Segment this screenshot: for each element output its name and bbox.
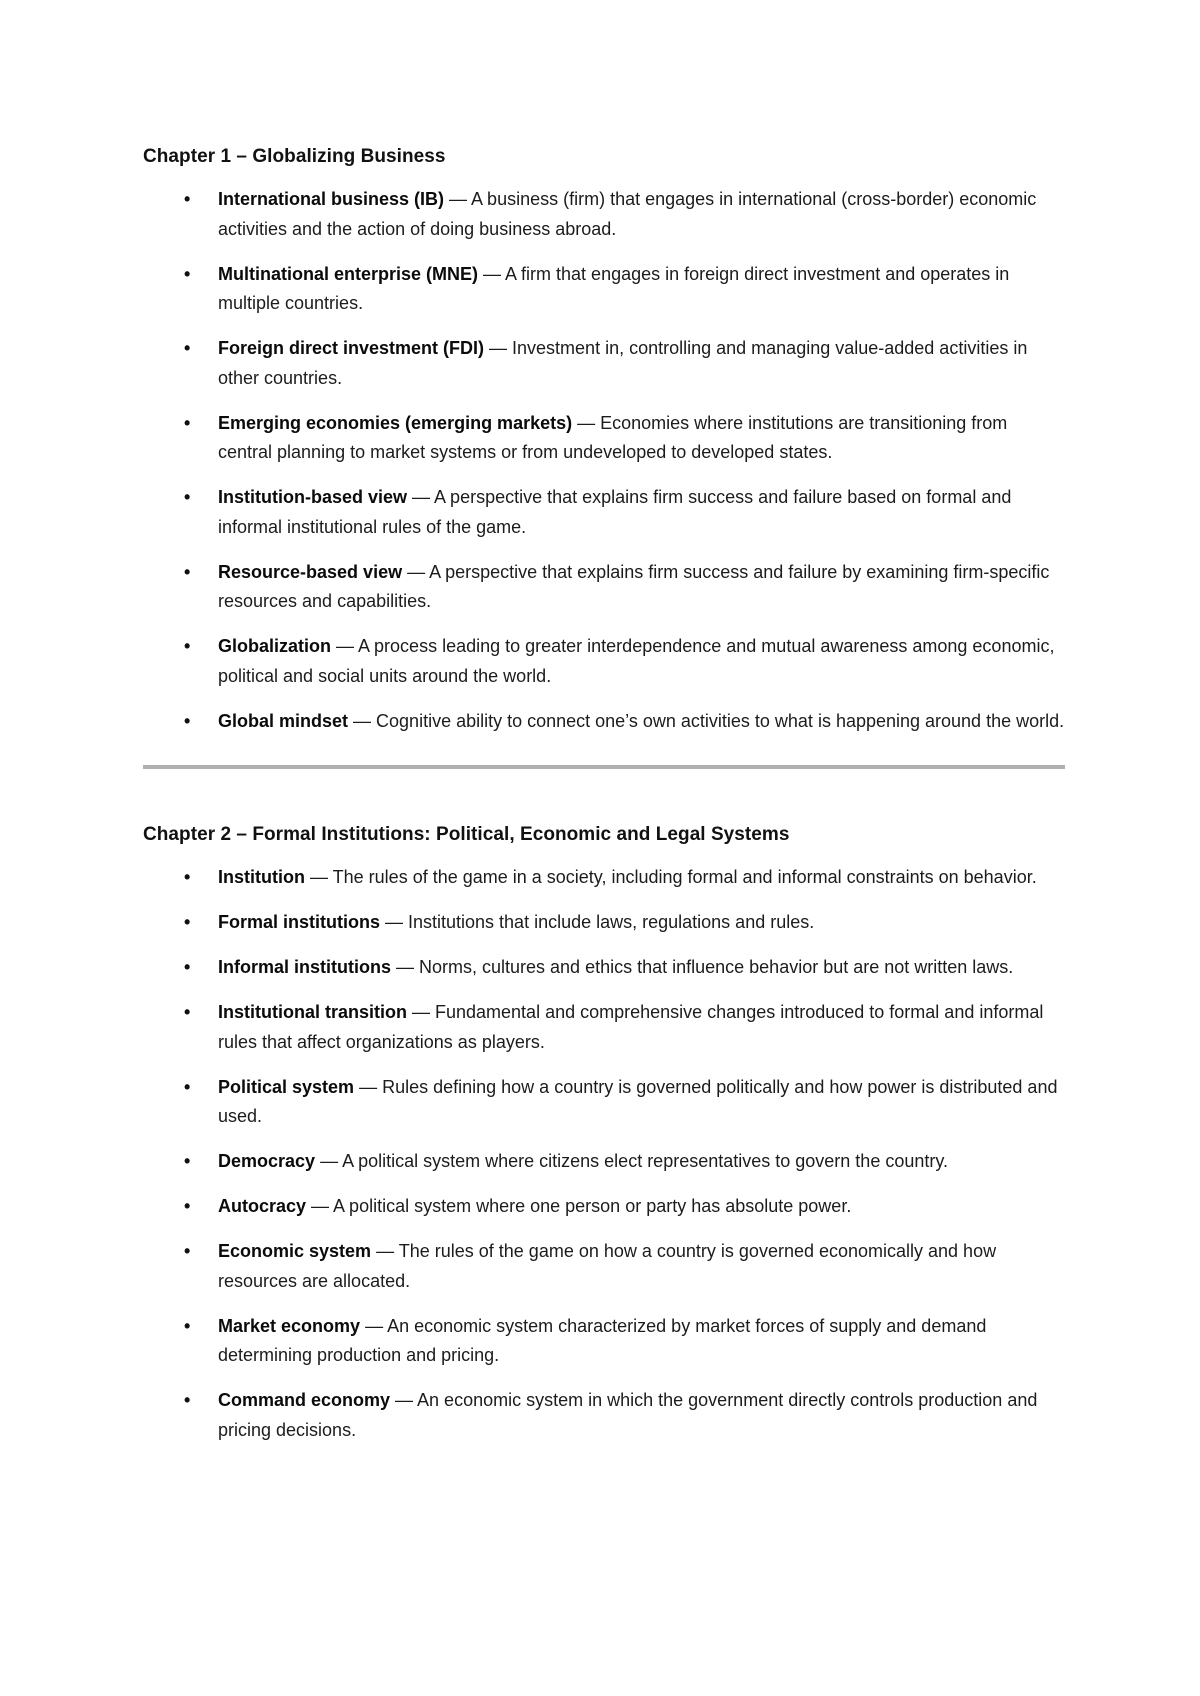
- term-label: Political system: [218, 1076, 355, 1097]
- term-label: Economic system: [218, 1241, 372, 1261]
- term-label: Command economy: [218, 1390, 391, 1410]
- list-item: [143, 908, 1065, 938]
- bullet-icon: •: [184, 338, 191, 358]
- term-definition: — An economic system characterized by market forces of supply and demand determining production and pricing.: [218, 1315, 987, 1365]
- term-label: International business (IB): [218, 189, 445, 209]
- bullet-icon: •: [184, 1390, 191, 1410]
- bullet-icon: •: [184, 487, 191, 507]
- term-label: Foreign direct investment (FDI): [218, 338, 485, 358]
- term-definition: — Fundamental and comprehensive changes introduced to formal and informal rules that affect organizations as players.: [218, 1002, 1044, 1052]
- term-label: Emerging economies (emerging markets): [218, 412, 573, 433]
- term-definition: — Investment in, controlling and managing value-added activities in other countries.: [218, 338, 1028, 388]
- bullet-icon: •: [184, 1241, 191, 1261]
- term-label: Autocracy: [218, 1196, 307, 1216]
- chapter-1-section: [143, 142, 1065, 736]
- chapter-title: Chapter 1 – Globalizing Business: [143, 146, 446, 167]
- term-definition: — Norms, cultures and ethics that influence behavior but are not written laws.: [391, 957, 1014, 977]
- term-definition: — A process leading to greater interdependence and mutual awareness among economic, political and social units around the world.: [218, 636, 1055, 686]
- list-item: [143, 1192, 1065, 1222]
- list-item: [143, 863, 1065, 893]
- chapter-2-section: [143, 820, 1065, 1445]
- term-label: Market economy: [218, 1315, 361, 1336]
- list-item: [143, 1312, 1065, 1371]
- list-item: [143, 1147, 1065, 1177]
- term-definition: — The rules of the game in a society, including formal and informal constraints on behavior.: [304, 867, 1037, 887]
- bullet-icon: •: [184, 1315, 191, 1336]
- term-definition: — Economies where institutions are transitioning from central planning to market systems or from undeveloped to developed states.: [218, 412, 1008, 462]
- term-label: Institutional transition: [218, 1002, 407, 1022]
- term-definition: — Cognitive ability to connect one’s own activities to what is happening around the world.: [348, 710, 1065, 731]
- term-label: Multinational enterprise (MNE): [218, 263, 479, 284]
- bullet-icon: •: [184, 561, 191, 582]
- list-item: [143, 998, 1065, 1057]
- term-definition: — An economic system in which the government directly controls production and pricing decisions.: [218, 1390, 1038, 1440]
- bullet-icon: •: [184, 912, 191, 932]
- bullet-icon: •: [184, 867, 191, 887]
- list-item: [143, 185, 1065, 244]
- bullet-icon: •: [184, 189, 191, 209]
- document-content: [143, 142, 1065, 1445]
- term-definition: — The rules of the game on how a country is governed economically and how resources are allocated.: [218, 1241, 997, 1291]
- bullet-icon: •: [184, 1196, 191, 1216]
- term-label: Institution-based view: [218, 487, 408, 507]
- list-item: [143, 334, 1065, 393]
- term-definition: — A political system where citizens elect representatives to govern the country.: [315, 1151, 949, 1171]
- chapter-title: Chapter 2 – Formal Institutions: Political, Economic and Legal Systems: [143, 824, 790, 845]
- term-list: [143, 185, 1065, 736]
- list-item: [143, 409, 1065, 468]
- term-label: Global mindset: [218, 710, 349, 731]
- list-item: [143, 953, 1065, 983]
- list-item: [143, 260, 1065, 319]
- term-definition: — A political system where one person or party has absolute power.: [306, 1196, 852, 1216]
- bullet-icon: •: [184, 957, 191, 977]
- term-definition: — A perspective that explains firm success and failure based on formal and informal institutional rules of the game.: [218, 487, 1012, 537]
- bullet-icon: •: [184, 412, 191, 433]
- term-label: Globalization: [218, 636, 332, 656]
- list-item: [143, 1237, 1065, 1296]
- term-label: Resource-based view: [218, 561, 403, 582]
- bullet-icon: •: [184, 1002, 191, 1022]
- bullet-icon: •: [184, 636, 191, 656]
- bullet-icon: •: [184, 1151, 191, 1171]
- bullet-icon: •: [184, 710, 191, 731]
- list-item: [143, 1386, 1065, 1445]
- term-definition: — A business (firm) that engages in international (cross-border) economic activities and the action of doing business abroad.: [218, 189, 1037, 239]
- term-definition: — Institutions that include laws, regulations and rules.: [380, 912, 815, 932]
- list-item: [143, 632, 1065, 691]
- bullet-icon: •: [184, 1076, 191, 1097]
- section-divider: [143, 765, 1065, 769]
- term-list: [143, 863, 1065, 1445]
- term-definition: — A perspective that explains firm success and failure by examining firm-specific resources and capabilities.: [218, 561, 1050, 611]
- term-label: Formal institutions: [218, 912, 380, 932]
- term-definition: — Rules defining how a country is governed politically and how power is distributed and used.: [218, 1076, 1058, 1126]
- term-definition: — A firm that engages in foreign direct investment and operates in multiple countries.: [218, 263, 1010, 313]
- list-item: [143, 707, 1065, 737]
- term-label: Institution: [218, 867, 305, 887]
- bullet-icon: •: [184, 263, 191, 284]
- term-label: Democracy: [218, 1151, 316, 1171]
- list-item: [143, 1073, 1065, 1132]
- list-item: [143, 483, 1065, 542]
- list-item: [143, 558, 1065, 617]
- term-label: Informal institutions: [218, 957, 391, 977]
